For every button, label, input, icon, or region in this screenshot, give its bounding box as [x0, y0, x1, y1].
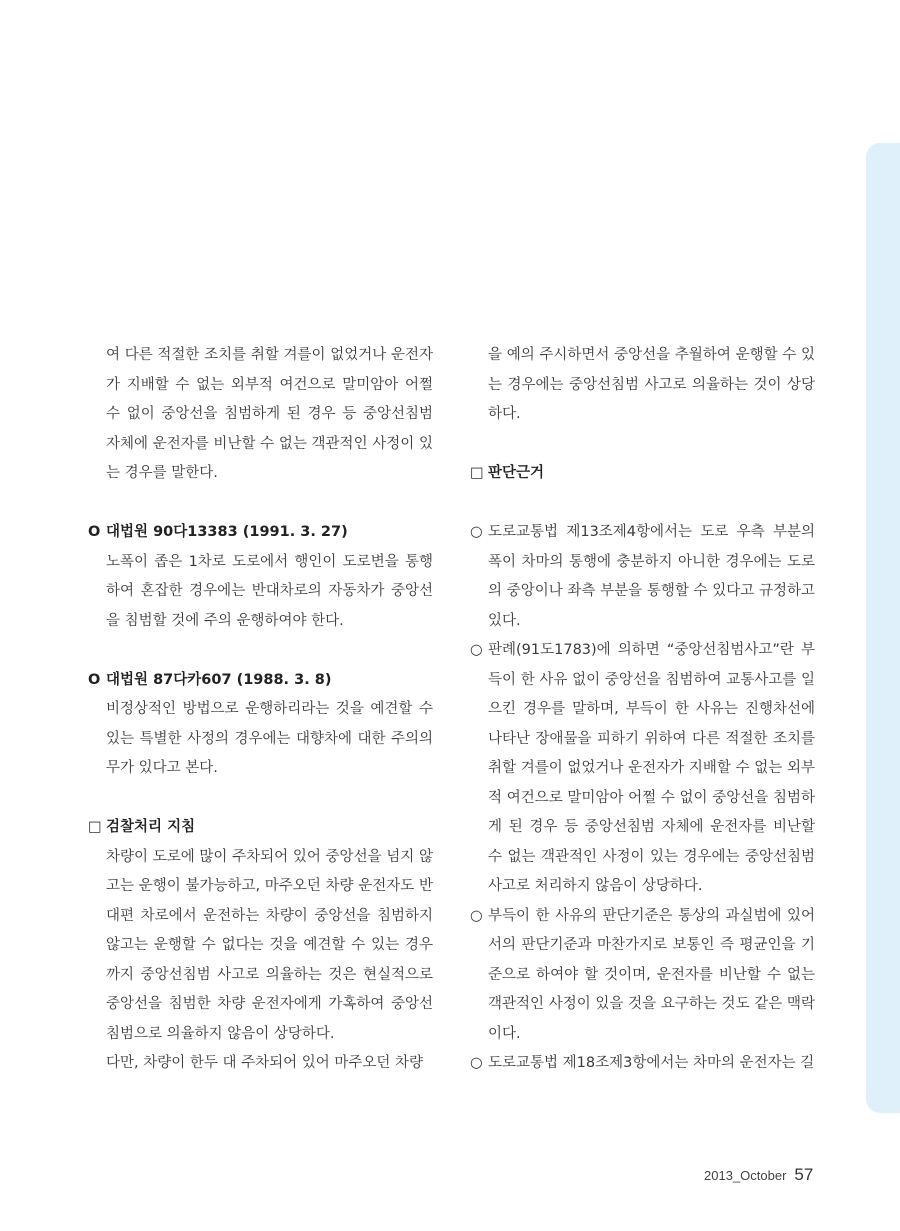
prosecution-body-1: 차량이 도로에 많이 주차되어 있어 중앙선을 넘지 않고는 운행이 불가능하고, 마주오던 차량 운전자도 반대편 차로에서 운전하는 차량이 중앙선을 침범하지 않고는 운행할 수 없다는 것을 예견할 수 있는 경우까지 중앙선침범 사고로 의율하는 것은 현실적으로 중앙선을 침범한 차량 운전자에게 가혹하여 중앙선 침범으로 의율하지 않음이 상당하다.	[106, 848, 433, 1042]
basis-bullet-text: 도로교통법 제13조제4항에서는 도로 우측 부분의 폭이 차마의 통행에 충분하지 아니한 경우에는 도로의 중앙이나 좌측 부분을 통행할 수 있다고 규정하고 있다.	[488, 524, 815, 629]
prosecution-section-title: 검찰처리 지침	[106, 819, 196, 835]
case2-title: 대법원 87다카607 (1988. 3. 8)	[106, 671, 332, 688]
case1-heading	[88, 518, 433, 548]
case1-body: 노폭이 좁은 1차로 도로에서 행인이 도로변을 통행하여 혼잡한 경우에는 반대차로의 자동차가 중앙선을 침범할 것에 주의 운행하여야 한다.	[106, 553, 433, 629]
side-tab	[866, 143, 900, 1113]
case2-heading	[88, 666, 433, 696]
page-number: 57	[794, 1165, 814, 1184]
basis-bullet-text: 판례(91도1783)에 의하면 “중앙선침범사고”란 부득이 한 사유 없이 중앙선을 침범하여 교통사고를 일으킨 경우를 말하며, 부득이 한 사유는 진행차선에 나타난 장애물을 피하기 위하여 다른 적절한 조치를 취할 겨를이 없었거나 운전자가 지배할 수 없는 외부적 여건으로 말미암아 어쩔 수 없이 중앙선을 침범하게 된 경우 등 중앙선침범 자체에 운전자를 비난할 수 없는 객관적인 사정이 있는 경우에는 중앙선침범 사고로 처리하지 않음이 상당하다.	[488, 642, 815, 894]
bullet-mark: O	[88, 671, 101, 688]
prosecution-body-2: 다만, 차량이 한두 대 주차되어 있어 마주오던 차량	[106, 1055, 424, 1071]
right-column	[470, 341, 815, 1079]
page-footer	[704, 1165, 824, 1189]
basis-bullet-text: 도로교통법 제18조제3항에서는 차마의 운전자는 길	[488, 1055, 815, 1071]
basis-section-title: 판단근거	[488, 465, 545, 481]
square-bullet-icon: □	[470, 465, 484, 481]
basis-bullet	[470, 1049, 815, 1079]
case1-title: 대법원 90다13383 (1991. 3. 27)	[106, 524, 348, 540]
basis-section-heading	[470, 459, 815, 489]
left-intro-paragraph: 여 다른 적절한 조치를 취할 겨를이 없었거나 운전자가 지배할 수 없는 외부적 여건으로 말미암아 어쩔 수 없이 중앙선을 침범하게 된 경우 등 중앙선침범 자체에 운전자를 비난할 수 없는 객관적인 사정이 있는 경우를 말한다.	[106, 347, 433, 481]
circle-bullet-icon: ○	[470, 907, 483, 924]
circle-bullet-icon: ○	[470, 642, 483, 658]
issue-label: 2013_October	[704, 1168, 787, 1183]
basis-bullet	[470, 518, 815, 636]
circle-bullet-icon: ○	[470, 1055, 483, 1071]
bullet-mark: O	[88, 524, 101, 540]
right-intro-paragraph: 을 예의 주시하면서 중앙선을 추월하여 운행할 수 있는 경우에는 중앙선침범 사고로 의율하는 것이 상당하다.	[488, 347, 815, 422]
basis-bullet	[470, 636, 815, 902]
left-column	[88, 341, 433, 1079]
case2-body: 비정상적인 방법으로 운행하리라는 것을 예견할 수 있는 특별한 사정의 경우에는 대향차에 대한 주의의무가 있다고 본다.	[106, 701, 433, 776]
circle-bullet-icon: ○	[470, 524, 483, 540]
square-bullet-icon: □	[88, 819, 102, 835]
basis-bullet	[470, 902, 815, 1050]
basis-bullet-text: 부득이 한 사유의 판단기준은 통상의 과실범에 있어서의 판단기준과 마찬가지로 보통인 즉 평균인을 기준으로 하여야 할 것이며, 운전자를 비난할 수 없는 객관적인 사정이 있을 것을 요구하는 것도 같은 맥락이다.	[488, 907, 815, 1042]
prosecution-section-heading	[88, 813, 433, 843]
